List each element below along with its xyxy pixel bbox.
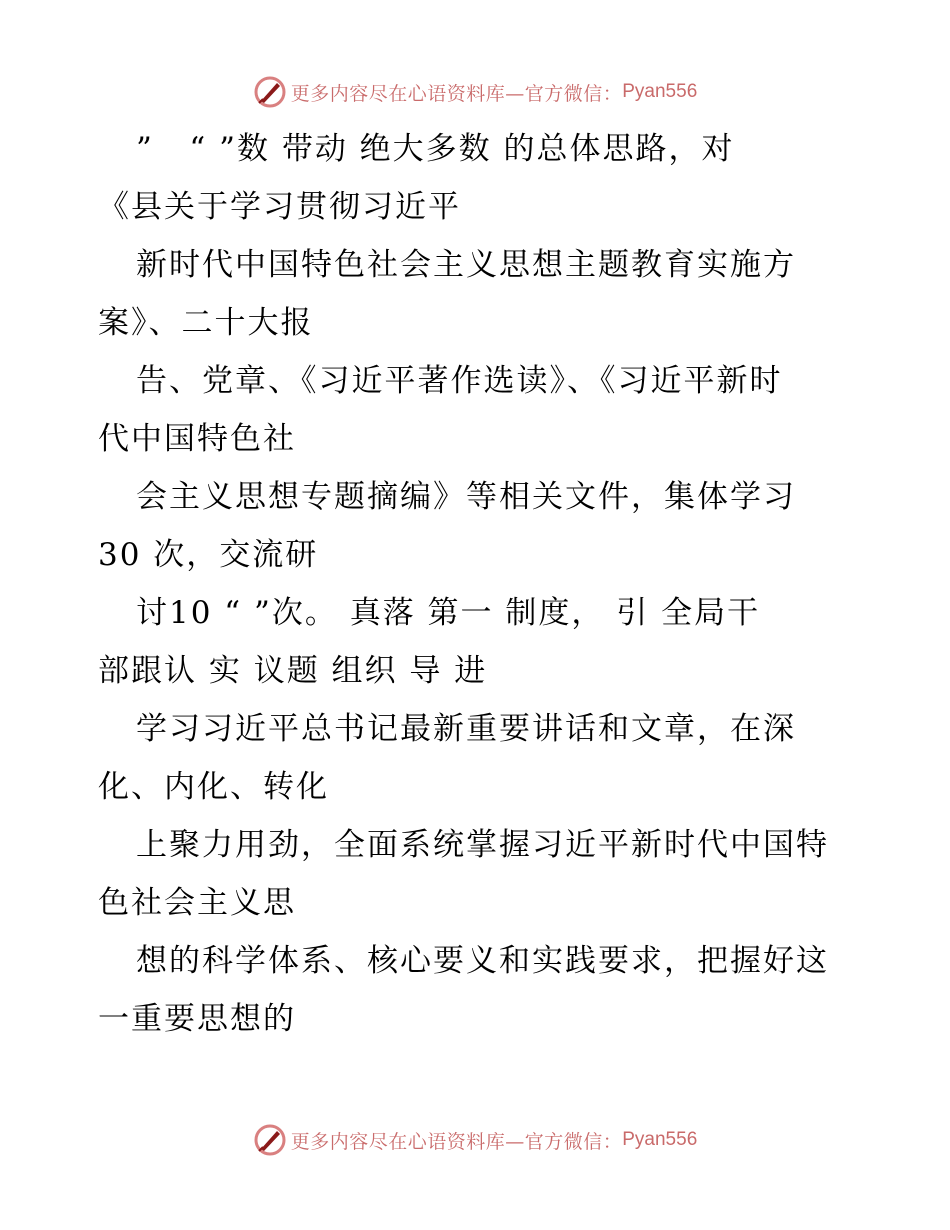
text-line: 新时代中国特色社会主义思想主题教育实施方	[136, 247, 796, 283]
text-line: 告、党章、《习近平著作选读》、《习近平新时	[136, 363, 783, 399]
text-line: 案》、二十大报	[98, 305, 314, 341]
text-line: 《县关于学习贯彻习近平	[98, 189, 461, 225]
quill-logo-icon	[253, 75, 287, 109]
text-line: 上聚力用劲，全面系统掌握习近平新时代中国特	[136, 827, 829, 863]
quill-logo-icon	[253, 1123, 287, 1157]
text-line: 学习习近平总书记最新重要讲话和文章，在深	[136, 711, 796, 747]
text-line: 部跟认 实 议题 组织 导 进	[98, 653, 488, 689]
text-line: 会主义思想专题摘编》等相关文件，集体学习	[136, 479, 796, 515]
header-wechat-id: Pyan556	[622, 81, 698, 102]
text-line: 代中国特色社	[98, 421, 296, 457]
document-body	[98, 120, 858, 1048]
footer-wechat-id: Pyan556	[622, 1129, 698, 1150]
text-line: ” “ ”数 带动 绝大多数 的总体思路，对	[136, 131, 735, 167]
text-line: 一重要思想的	[98, 1001, 296, 1037]
header-banner-text: 更多内容尽在心语资料库—官方微信：	[290, 82, 623, 105]
text-line: 想的科学体系、核心要义和实践要求，把握好这	[136, 943, 829, 979]
text-line: 讨10 “ ”次。 真落 第一 制度， 引 全局干	[136, 595, 761, 631]
text-line: 色社会主义思	[98, 885, 296, 921]
header-banner	[0, 72, 950, 112]
text-line: 30 次，交流研	[98, 537, 319, 573]
text-line: 化、内化、转化	[98, 769, 329, 805]
footer-banner	[0, 1120, 950, 1160]
footer-banner-text: 更多内容尽在心语资料库—官方微信：	[290, 1130, 623, 1153]
